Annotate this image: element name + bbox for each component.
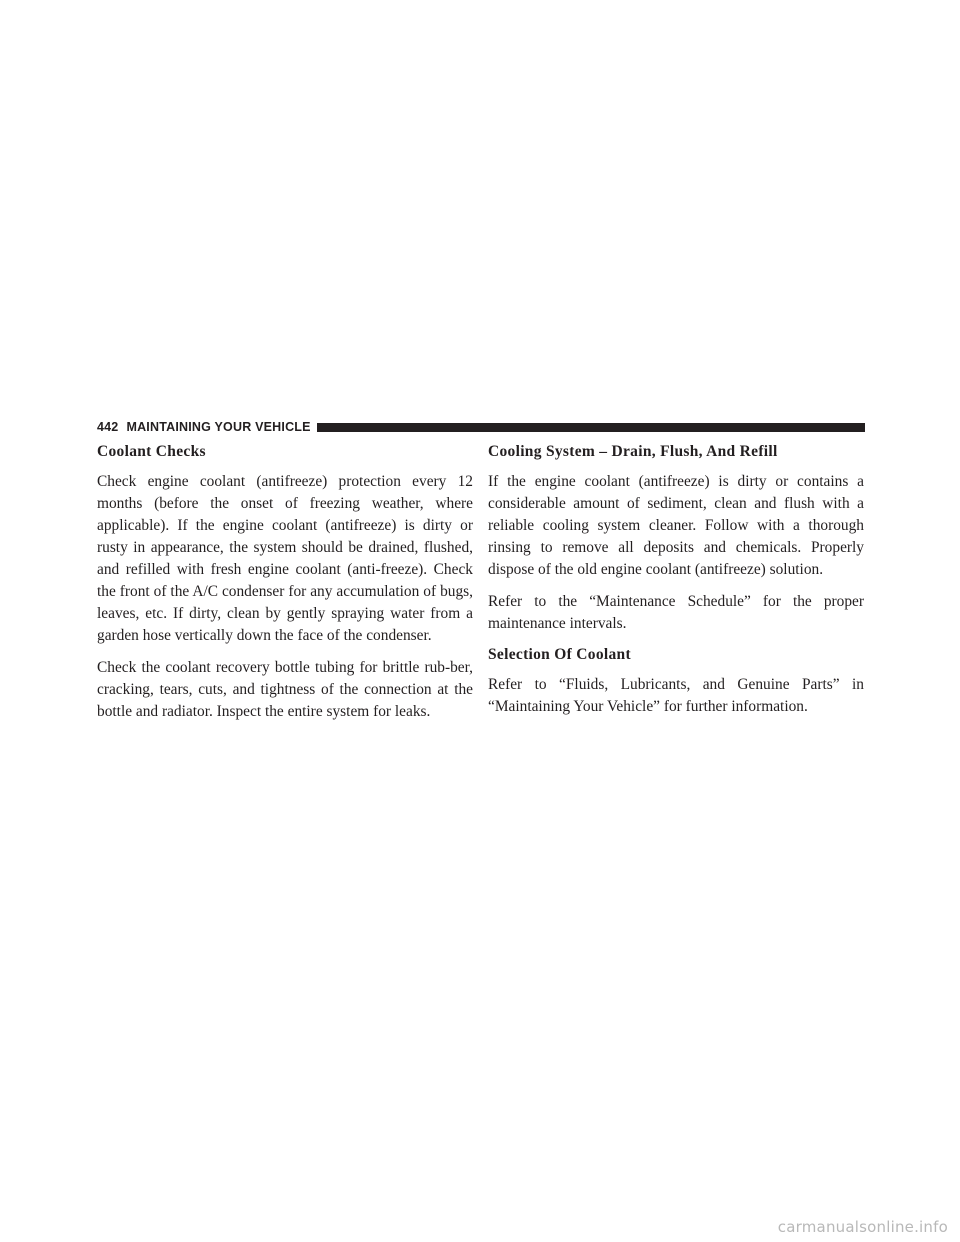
page-number: 442 (97, 420, 119, 434)
paragraph: Check engine coolant (antifreeze) protection every 12 months (before the onset of freezing weather, where applicable). If the engine coolant (antifreeze) is dirty or rusty in appearance, the system should be drained, flushed, and refilled with fresh engine coolant (anti-freeze). Check the front of the A/C condenser for any accumulation of bugs, leaves, etc. If dirty, clean by gently spraying water from a garden hose vertically down the face of the condenser. (97, 473, 473, 644)
header-rule (317, 423, 865, 432)
watermark-text: carmanualsonline.info (777, 1218, 948, 1236)
page-header (97, 419, 865, 435)
paragraph: Refer to the “Maintenance Schedule” for the proper maintenance intervals. (488, 593, 864, 632)
right-column (488, 442, 864, 728)
paragraph: Refer to “Fluids, Lubricants, and Genuine Parts” in “Maintaining Your Vehicle” for further information. (488, 676, 864, 715)
left-column (97, 442, 473, 733)
paragraph: Check the coolant recovery bottle tubing for brittle rub-ber, cracking, tears, cuts, and tightness of the connection at the bottle and radiator. Inspect the entire system for leaks. (97, 659, 473, 720)
section-title: MAINTAINING YOUR VEHICLE (126, 420, 311, 434)
coolant-checks-heading: Coolant Checks (97, 443, 206, 460)
paragraph: If the engine coolant (antifreeze) is dirty or contains a considerable amount of sediment, clean and flush with a reliable cooling system cleaner. Follow with a thorough rinsing to remove all deposits and chemicals. Properly dispose of the old engine coolant (antifreeze) solution. (488, 473, 864, 578)
selection-of-coolant-heading: Selection Of Coolant (488, 646, 631, 663)
cooling-system-heading: Cooling System – Drain, Flush, And Refill (488, 443, 778, 460)
